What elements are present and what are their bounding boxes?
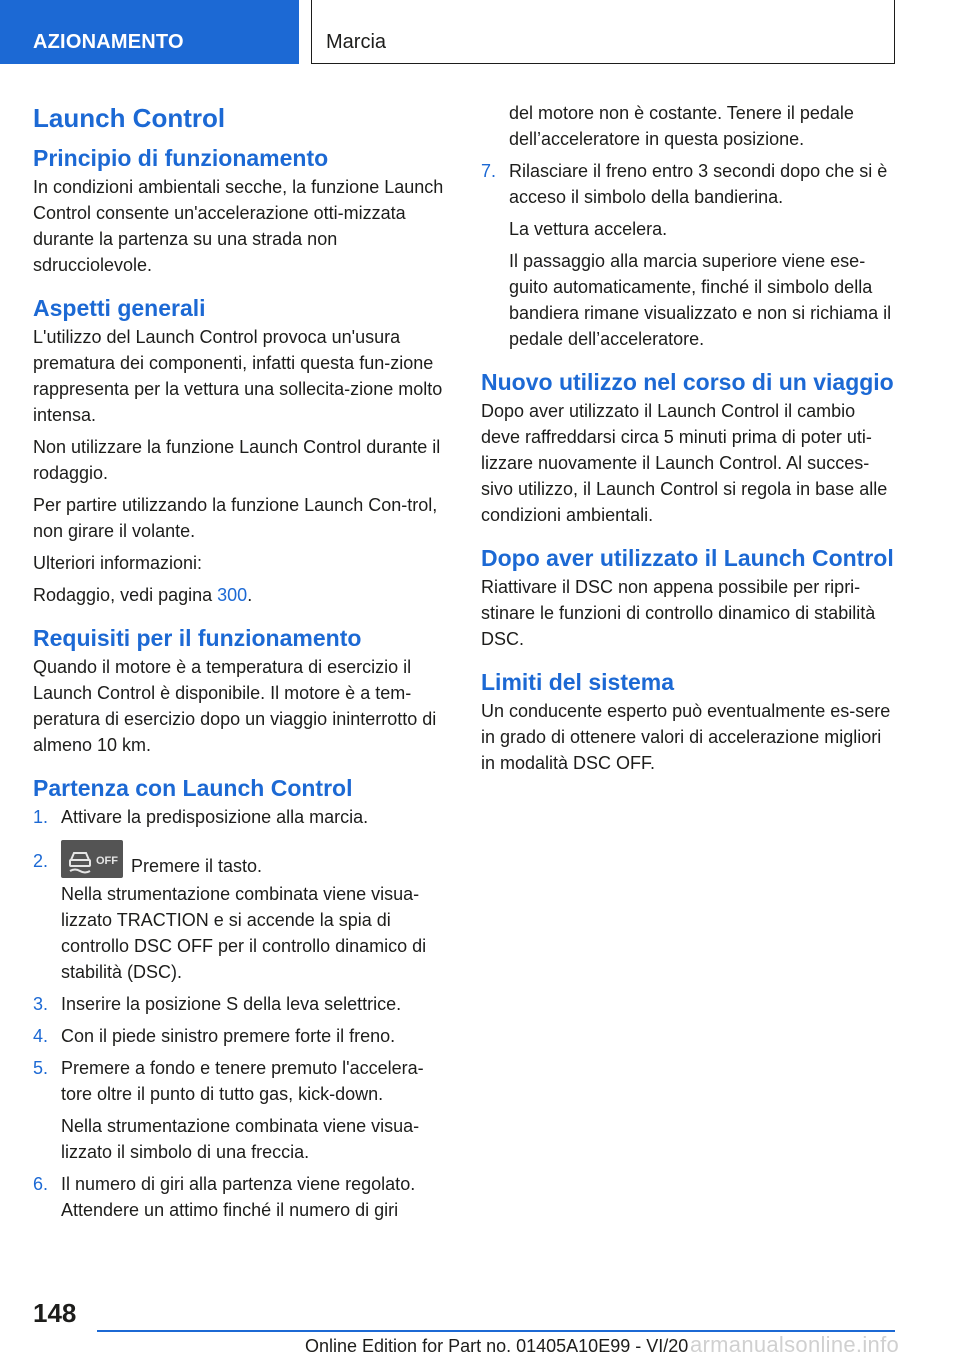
ref-prefix: Rodaggio, vedi pagina <box>33 585 218 605</box>
step-text: Rilasciare il freno entro 3 secondi dopo che si è acceso il simbolo della bandierina. <box>509 161 888 207</box>
paragraph-requirements: Quando il motore è a temperatura di esercizio il Launch Control è disponibile. Il motore è a tem-peratura di esercizio dopo un viaggio ininterrotto di almeno 10 km. <box>33 657 437 755</box>
paragraph-limits: Un conducente esperto può eventualmente es-sere in grado di ottenere valori di accelerazione migliori in modalità DSC OFF. <box>481 701 891 773</box>
paragraph-reuse: Dopo aver utilizzato il Launch Control il cambio deve raffreddarsi circa 5 minuti prima di poter uti-lizzare nuovamente il Launch Control. Al succes-sivo utilizzo, il Launch Control si regola in base alle condizioni ambientali. <box>481 401 888 525</box>
heading-requirements: Requisiti per il funzionamento <box>33 625 362 651</box>
edition-note: Online Edition for Part no. 01405A10E99 - VI/20 <box>305 1336 689 1356</box>
paragraph-general-4: Ulteriori informazioni: <box>33 553 203 573</box>
step-subtext: Nella strumentazione combinata viene visua-lizzato TRACTION e si accende la spia di controllo DSC OFF per il controllo dinamico di stabilità (DSC). <box>61 884 427 982</box>
list-item <box>33 1055 447 1165</box>
step-number: 4. <box>33 1026 49 1046</box>
step-number: 7. <box>481 161 497 181</box>
list-item <box>33 840 447 985</box>
step-text: Premere il tasto. <box>131 856 263 876</box>
continued-steps-list <box>481 100 895 352</box>
step-number: 3. <box>33 994 49 1014</box>
dsc-off-label: OFF <box>96 855 118 867</box>
heading-start: Partenza con Launch Control <box>33 775 353 801</box>
step-text: Con il piede sinistro premere forte il freno. <box>61 1026 396 1046</box>
chapter-title: Marcia <box>311 0 895 64</box>
paragraph-general-3: Per partire utilizzando la funzione Launch Con-trol, non girare il volante. <box>33 495 438 541</box>
step-text: Il numero di giri alla partenza viene regolato. Attendere un attimo finché il numero di giri <box>61 1174 416 1220</box>
step-number: 5. <box>33 1058 49 1078</box>
paragraph-general-1: L'utilizzo del Launch Control provoca un'usura prematura dei componenti, infatti questa fun-zione rappresenta per la vettura una sollecita-zione molto intensa. <box>33 327 443 425</box>
page-number: 148 <box>33 1298 77 1328</box>
list-item <box>33 1023 447 1049</box>
heading-general: Aspetti generali <box>33 295 206 321</box>
step-subtext: Il passaggio alla marcia superiore viene ese-guito automaticamente, finché il simbolo della bandiera rimane visualizzato e non si richiama il pedale dell’acceleratore. <box>509 251 892 349</box>
step-text-with-icon <box>61 840 447 879</box>
list-item <box>33 991 447 1017</box>
step-number: 6. <box>33 1174 49 1194</box>
page-ref-link[interactable]: 300 <box>217 585 248 605</box>
list-item <box>481 100 895 152</box>
ref-suffix: . <box>247 585 253 605</box>
step-text: Inserire la posizione S della leva selettrice. <box>61 994 402 1014</box>
step-text: Attivare la predisposizione alla marcia. <box>61 807 369 827</box>
list-item <box>33 804 447 830</box>
dsc-off-button-icon <box>61 840 123 878</box>
start-steps-list <box>33 804 447 1223</box>
step-number: 2. <box>33 851 49 871</box>
step-subtext: Nella strumentazione combinata viene visua-lizzato il simbolo di una freccia. <box>61 1116 420 1162</box>
section-tab: AZIONAMENTO <box>0 0 299 64</box>
watermark: armanualsonline.info <box>690 1332 900 1357</box>
list-item <box>33 1171 447 1223</box>
page-title: Launch Control <box>33 103 226 133</box>
right-column <box>481 100 895 782</box>
step-text: Premere a fondo e tenere premuto l'accelera-tore oltre il punto di tutto gas, kick-down. <box>61 1058 424 1104</box>
heading-after: Dopo aver utilizzato il Launch Control <box>481 545 894 571</box>
heading-principle: Principio di funzionamento <box>33 145 329 171</box>
left-column <box>33 98 447 1229</box>
heading-limits: Limiti del sistema <box>481 669 675 695</box>
paragraph-principle: In condizioni ambientali secche, la funzione Launch Control consente un'accelerazione otti-mizzata durante la partenza su una strada non sdrucciolevole. <box>33 177 444 275</box>
paragraph-general-5 <box>33 582 447 608</box>
step-continuation: del motore non è costante. Tenere il pedale dell’acceleratore in questa posizione. <box>509 103 854 149</box>
paragraph-general-2: Non utilizzare la funzione Launch Control durante il rodaggio. <box>33 437 441 483</box>
heading-reuse: Nuovo utilizzo nel corso di un viaggio <box>481 369 894 395</box>
list-item <box>481 158 895 352</box>
step-subtext: La vettura accelera. <box>509 219 668 239</box>
step-number: 1. <box>33 807 49 827</box>
paragraph-after: Riattivare il DSC non appena possibile per ripri-stinare le funzioni di controllo dinamico di stabilità DSC. <box>481 577 876 649</box>
